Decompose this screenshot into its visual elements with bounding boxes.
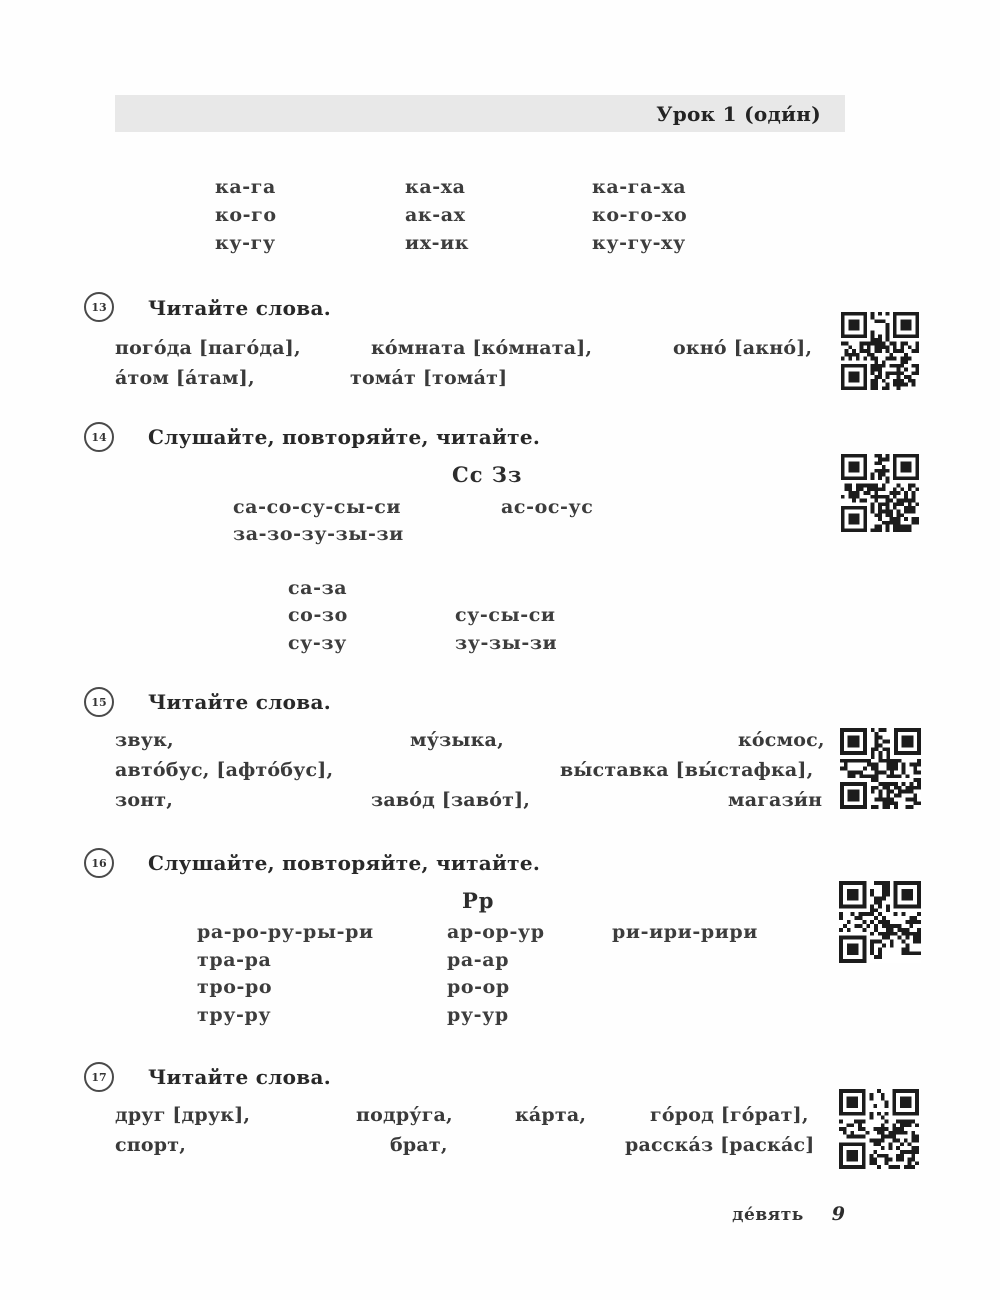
- lesson-header-bar: [115, 95, 845, 132]
- drill-cell: тра-ра: [197, 949, 272, 971]
- drill-cell: су-сы-си: [455, 604, 556, 626]
- word-row: [115, 337, 875, 361]
- drill-row: [115, 604, 875, 628]
- word-item: брат,: [390, 1134, 448, 1156]
- footer-page-number: 9: [831, 1203, 845, 1225]
- exercise-number-badge: [84, 1062, 114, 1092]
- drill-cell: зу-зы-зи: [455, 632, 558, 654]
- syllable-row: [115, 204, 875, 228]
- syllable-cell: ку-гу-ху: [592, 232, 686, 254]
- word-row: [115, 759, 875, 783]
- syllable-cell: ка-га-ха: [592, 176, 687, 198]
- word-item: заво́д [заво́т],: [371, 789, 531, 811]
- word-item: тома́т [тома́т]: [350, 367, 508, 389]
- lesson-title: Урок 1 (оди́н): [656, 101, 821, 126]
- drill-cell: со-зо: [288, 604, 348, 626]
- word-row: [115, 367, 875, 391]
- drill-cell: тро-ро: [197, 976, 273, 998]
- word-item: го́род [го́рат],: [650, 1104, 809, 1126]
- exercise-number-badge: [84, 422, 114, 452]
- syllable-row: [115, 176, 875, 200]
- word-item: звук,: [115, 729, 174, 751]
- drill-cell: ра-ро-ру-ры-ри: [197, 921, 374, 943]
- exercise-number: 16: [91, 856, 107, 870]
- drill-cell: ру-ур: [447, 1004, 509, 1026]
- qr-code: [841, 454, 919, 532]
- syllable-cell: ка-га: [215, 176, 276, 198]
- drill-row: [115, 1004, 875, 1028]
- word-item: а́том [а́там],: [115, 367, 255, 389]
- exercise-number: 14: [91, 430, 107, 444]
- drill-cell: ар-ор-ур: [447, 921, 545, 943]
- word-item: ко́мната [ко́мната],: [371, 337, 593, 359]
- qr-code: [839, 1089, 919, 1169]
- word-item: спорт,: [115, 1134, 187, 1156]
- syllable-row: [115, 232, 875, 256]
- qr-code: [839, 881, 921, 963]
- syllable-cell: их-ик: [405, 232, 470, 254]
- drill-row: [115, 949, 875, 973]
- syllable-cell: ак-ах: [405, 204, 466, 226]
- exercise-number: 15: [91, 695, 107, 709]
- exercise-number: 13: [91, 300, 107, 314]
- exercise-title: Читайте слова.: [148, 296, 331, 320]
- exercise-title: Слушайте, повторяйте, читайте.: [148, 425, 541, 449]
- word-item: пого́да [паго́да],: [115, 337, 301, 359]
- word-row: [115, 1134, 875, 1158]
- exercise-number-badge: [84, 687, 114, 717]
- word-item: расска́з [раска́с]: [625, 1134, 815, 1156]
- word-item: ко́смос,: [738, 729, 825, 751]
- exercise-title: Читайте слова.: [148, 690, 331, 714]
- word-item: ка́рта,: [515, 1104, 587, 1126]
- drill-row: [115, 496, 875, 520]
- exercise-number-badge: [84, 292, 114, 322]
- word-item: зонт,: [115, 789, 174, 811]
- word-item: окно́ [акно́],: [673, 337, 813, 359]
- drill-row: [115, 976, 875, 1000]
- exercise-title: Читайте слова.: [148, 1065, 331, 1089]
- footer-page-word: де́вять: [732, 1205, 804, 1225]
- word-item: авто́бус, [афто́бус],: [115, 759, 334, 781]
- exercise-number-badge: [84, 848, 114, 878]
- word-row: [115, 729, 875, 753]
- page-footer: [640, 1203, 845, 1225]
- exercise-number: 17: [91, 1070, 107, 1084]
- drill-cell: ра-ар: [447, 949, 510, 971]
- drill-cell: ас-ос-ус: [501, 496, 594, 518]
- syllable-cell: ка-ха: [405, 176, 466, 198]
- drill-row: [115, 577, 875, 601]
- word-item: му́зыка,: [410, 729, 504, 751]
- drill-cell: тру-ру: [197, 1004, 272, 1026]
- drill-row: [115, 632, 875, 656]
- word-item: магази́н: [728, 789, 823, 811]
- word-item: подру́га,: [356, 1104, 453, 1126]
- letters-heading: Сс Зз: [452, 462, 523, 487]
- syllable-cell: ко-го: [215, 204, 277, 226]
- drill-cell: ри-ири-рири: [612, 921, 758, 943]
- word-item: вы́ставка [вы́стафка],: [560, 759, 814, 781]
- qr-code: [840, 728, 921, 809]
- exercise-title: Слушайте, повторяйте, читайте.: [148, 851, 541, 875]
- drill-cell: са-за: [288, 577, 348, 599]
- syllable-cell: ко-го-хо: [592, 204, 688, 226]
- drill-cell: за-зо-зу-зы-зи: [233, 523, 404, 545]
- drill-row: [115, 921, 875, 945]
- drill-cell: са-со-су-сы-си: [233, 496, 402, 518]
- letters-heading: Рр: [462, 888, 495, 913]
- drill-cell: ро-ор: [447, 976, 510, 998]
- word-row: [115, 789, 875, 813]
- qr-code: [841, 312, 919, 390]
- word-row: [115, 1104, 875, 1128]
- drill-cell: су-зу: [288, 632, 347, 654]
- syllable-cell: ку-гу: [215, 232, 276, 254]
- drill-row: [115, 523, 875, 547]
- word-item: друг [друк],: [115, 1104, 251, 1126]
